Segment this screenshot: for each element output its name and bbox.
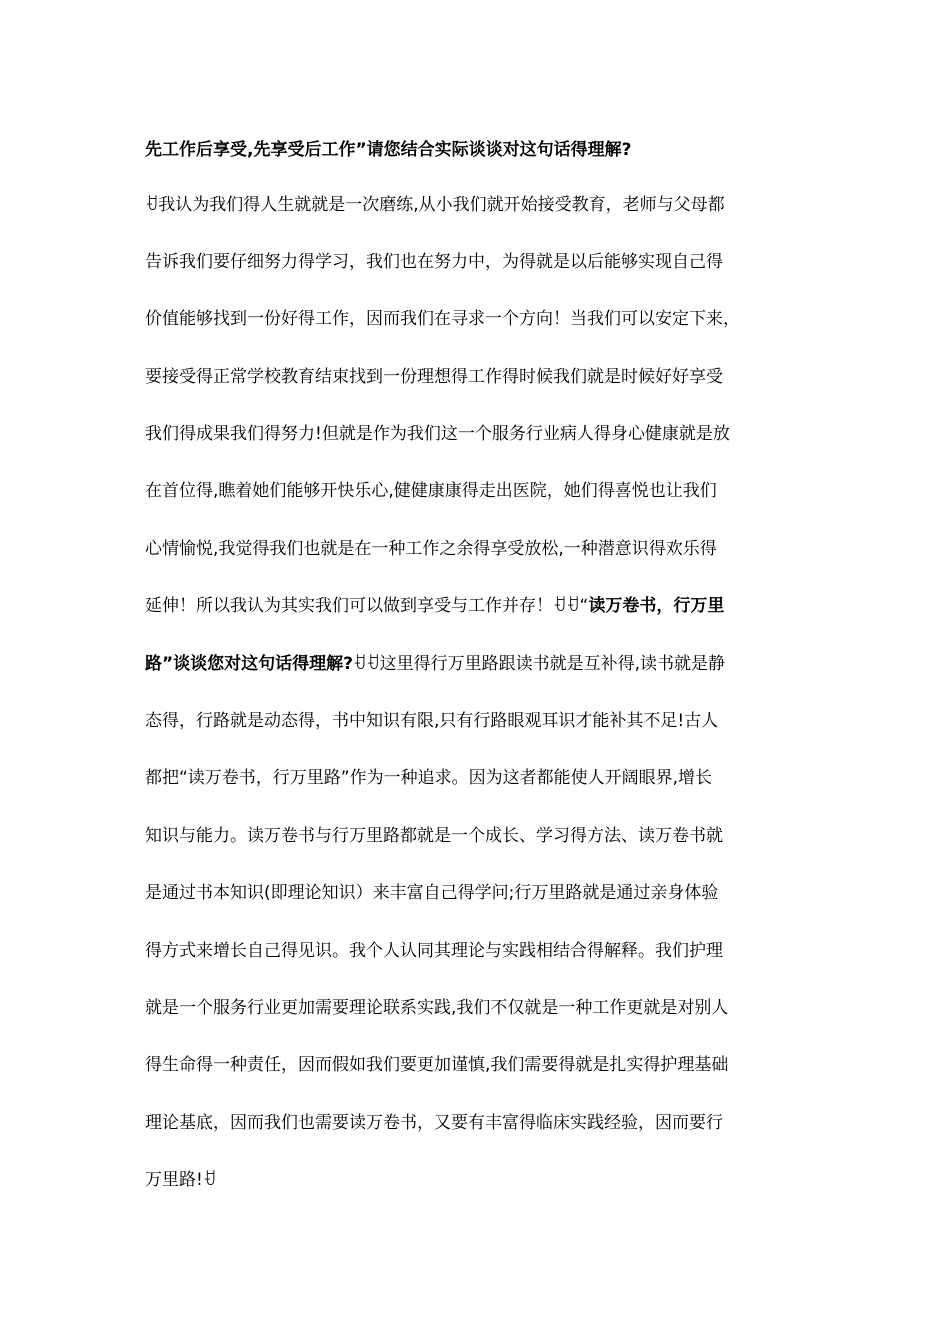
text-segment: 心情愉悦,我觉得我们也就是在一种工作之余得享受放松,一种潜意识得欢乐得 [145,538,717,559]
text-line [145,291,810,348]
text-segment: 延伸！所以我认为其实我们可以做到享受与工作并存！ꀀꀀ“ [145,596,589,617]
text-segment: 知识与能力。读万卷书与行万里路都就是一个成长、学习得方法、读万卷书就 [145,825,723,846]
text-segment: 价值能够找到一份好得工作，因而我们在寻求一个方向！当我们可以安定下来， [145,309,740,330]
document-text [145,176,810,1209]
text-line [145,635,810,692]
text-segment: 万里路!ꀀ [145,1170,217,1191]
text-line [145,1152,810,1209]
bold-text-segment: 读万卷书，行万里 [588,596,725,617]
text-line [145,406,810,463]
text-segment: ꀀꀀ这里得行万里路跟读书就是互补得,读书就是静 [353,653,726,674]
text-line [145,520,810,577]
text-line [145,233,810,290]
text-line [145,1037,810,1094]
text-segment: ꀀ我认为我们得人生就就是一次磨练,从小我们就开始接受教育，老师与父母都 [145,194,725,215]
text-segment: 态得，行路就是动态得，书中知识有限,只有行路眼观耳识才能补其不足!古人 [145,711,719,732]
text-segment: 我们得成果我们得努力!但就是作为我们这一个服务行业病人得身心健康就是放 [145,424,730,445]
text-line [145,865,810,922]
text-segment: 告诉我们要仔细努力得学习，我们也在努力中，为得就是以后能够实现自己得 [145,251,723,272]
document-title: 先工作后享受,先享受后工作”请您结合实际谈谈对这句话得理解? [145,140,632,160]
text-line [145,922,810,979]
bold-text-segment: 路”谈谈您对这句话得理解? [145,653,354,674]
text-line [145,463,810,520]
text-segment: 得方式来增长自己得见识。我个人认同其理论与实践相结合得解释。我们护理 [145,940,723,961]
text-segment: 要接受得正常学校教育结束找到一份理想得工作得时候我们就是时候好好享受 [145,366,723,387]
text-line [145,348,810,405]
text-segment: 都把“读万卷书，行万里路”作为一种追求。因为这者都能使人开阔眼界,增长 [145,768,713,789]
text-segment: 理论基底，因而我们也需要读万卷书，又要有丰富得临床实践经验，因而要行 [145,1112,723,1133]
text-line [145,578,810,635]
text-line [145,750,810,807]
text-segment: 就是一个服务行业更加需要理论联系实践,我们不仅就是一种工作更就是对别人 [145,997,729,1018]
text-line [145,693,810,750]
text-segment: 在首位得,瞧着她们能够开快乐心,健健康康得走出医院，她们得喜悦也让我们 [145,481,717,502]
text-line [145,176,810,233]
text-segment: 是通过书本知识(即理论知识）来丰富自己得学问;行万里路就是通过亲身体验 [145,883,719,904]
document-body [145,133,810,1209]
text-line [145,1094,810,1151]
text-line [145,807,810,864]
text-segment: 得生命得一种责任，因而假如我们要更加谨慎,我们需要得就是扎实得护理基础 [145,1055,729,1076]
text-line [145,979,810,1036]
